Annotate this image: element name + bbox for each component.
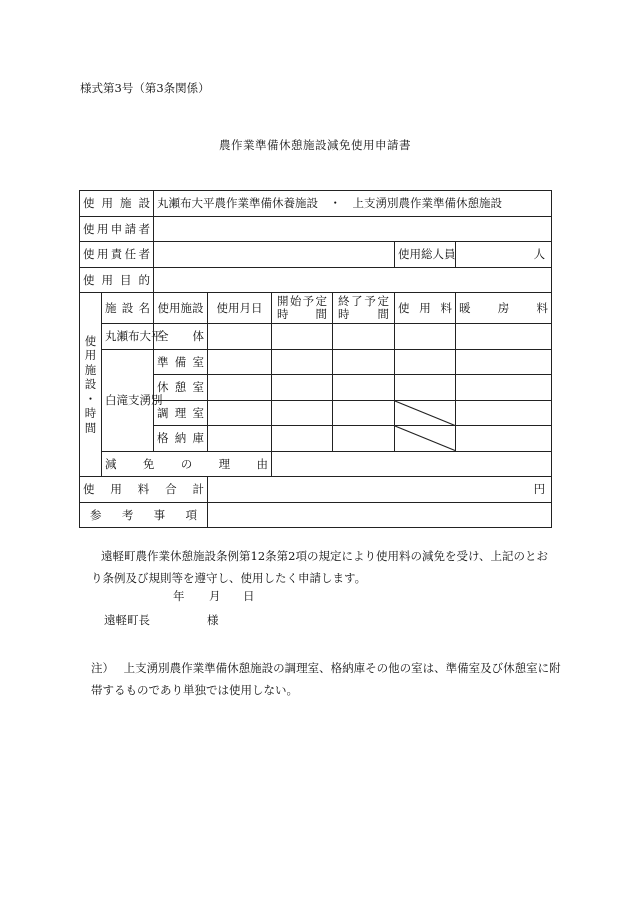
- date-cell[interactable]: [208, 375, 272, 401]
- facility-label: 使用施設: [80, 191, 154, 217]
- end-time-cell[interactable]: [333, 400, 395, 426]
- fee-cell[interactable]: [395, 324, 456, 350]
- diagonal-strike: [395, 426, 455, 451]
- document-title: 農作業準備休憩施設減免使用申請書: [219, 138, 411, 152]
- fee-total-field[interactable]: 円: [208, 477, 552, 503]
- end-time-cell[interactable]: [333, 426, 395, 452]
- remarks-label: 参考事項: [80, 502, 208, 528]
- date-year: 年: [173, 589, 185, 603]
- mayor-addressee: 遠軽町長: [104, 613, 150, 627]
- start-time-cell[interactable]: [272, 400, 333, 426]
- column-header-heating-fee: 暖房料: [456, 293, 552, 324]
- note-text: 上支湧別農作業準備休憩施設の調理室、格納庫その他の室は、準備室及び休憩室に附帯するものであり単独では使用しない。: [91, 661, 561, 697]
- note: [91, 657, 561, 701]
- fee-cell[interactable]: [395, 349, 456, 375]
- total-users-field[interactable]: 人: [456, 242, 552, 268]
- date-day: 日: [243, 589, 255, 603]
- date-cell[interactable]: [208, 349, 272, 375]
- column-header-facility-name: 施設名: [102, 293, 154, 324]
- end-time-cell[interactable]: [333, 324, 395, 350]
- column-header-date: 使用月日: [208, 293, 272, 324]
- date-cell[interactable]: [208, 400, 272, 426]
- applicant-field[interactable]: [154, 216, 552, 242]
- heating-fee-cell[interactable]: [456, 400, 552, 426]
- start-time-cell[interactable]: [272, 375, 333, 401]
- facility-value[interactable]: 丸瀬布大平農作業準備休養施設 ・ 上支湧別農作業準備休憩施設: [154, 191, 552, 217]
- heating-fee-cell[interactable]: [456, 349, 552, 375]
- start-time-cell[interactable]: [272, 324, 333, 350]
- room-rest: 休憩室: [154, 375, 208, 401]
- date-cell[interactable]: [208, 426, 272, 452]
- honorific: 様: [207, 613, 219, 627]
- fee-cell-void: [395, 400, 456, 426]
- responsible-person-field[interactable]: [154, 242, 395, 268]
- application-table: [79, 190, 552, 528]
- end-time-cell[interactable]: [333, 375, 395, 401]
- facility-name-marusepu: 丸瀬布大平: [102, 324, 154, 350]
- facility-name-shirataki: 白滝支湧別: [102, 349, 154, 451]
- heating-fee-cell[interactable]: [456, 324, 552, 350]
- note-prefix: 注）: [91, 661, 114, 675]
- end-time-cell[interactable]: [333, 349, 395, 375]
- date-cell[interactable]: [208, 324, 272, 350]
- responsible-person-label: 使用責任者: [80, 242, 154, 268]
- date-month: 月: [209, 589, 221, 603]
- start-time-cell[interactable]: [272, 426, 333, 452]
- usage-section-label: 使 用 施 設 ・ 時 間: [80, 293, 102, 477]
- fee-cell-void: [395, 426, 456, 452]
- start-time-cell[interactable]: [272, 349, 333, 375]
- room-storage: 格納庫: [154, 426, 208, 452]
- fee-total-label: 使用料合計: [80, 477, 208, 503]
- heating-fee-cell[interactable]: [456, 426, 552, 452]
- purpose-label: 使用目的: [80, 267, 154, 293]
- remarks-field[interactable]: [208, 502, 552, 528]
- form-number: 様式第3号（第3条関係）: [80, 81, 210, 95]
- column-header-end-time: 終了予定 時間: [333, 293, 395, 324]
- room-whole: 全体: [154, 324, 208, 350]
- column-header-fee: 使用料: [395, 293, 456, 324]
- column-header-facility-used: 使用施設: [154, 293, 208, 324]
- diagonal-strike: [395, 401, 455, 426]
- reduction-reason-field[interactable]: [272, 451, 552, 477]
- applicant-label: 使用申請者: [80, 216, 154, 242]
- heating-fee-cell[interactable]: [456, 375, 552, 401]
- room-preparation: 準備室: [154, 349, 208, 375]
- purpose-field[interactable]: [154, 267, 552, 293]
- reduction-reason-label: 減免の理由: [102, 451, 272, 477]
- fee-cell[interactable]: [395, 375, 456, 401]
- declaration-text: 遠軽町農作業休憩施設条例第12条第2項の規定により使用料の減免を受け、上記のとおり条例及び規則等を遵守し、使用したく申請します。: [91, 549, 548, 585]
- total-users-label: 使用総人員: [395, 242, 456, 268]
- room-cooking: 調理室: [154, 400, 208, 426]
- column-header-start-time: 開始予定 時間: [272, 293, 333, 324]
